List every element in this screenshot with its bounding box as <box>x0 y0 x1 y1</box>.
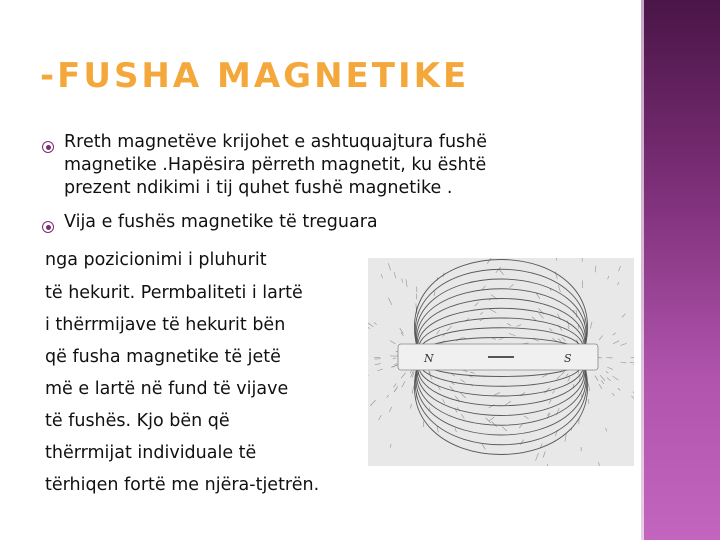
continuation-line-5: më e lartë në fund të vijave <box>45 379 289 399</box>
bullet-1-line-3: prezent ndikimi i tij quhet fushë magnetike . <box>64 178 453 198</box>
side-bar-stripe <box>641 0 644 540</box>
continuation-line-4: që fusha magnetike të jetë <box>45 347 281 367</box>
bullet-1-line-2: magnetike .Hapësira përreth magnetit, ku është <box>64 155 487 175</box>
continuation-line-1: nga pozicionimi i pluhurit <box>45 250 267 270</box>
continuation-line-7: thërrmijat individuale të <box>45 443 257 463</box>
iron-filings-magnet-photo <box>368 258 634 466</box>
slide-title: -FUSHA MAGNETIKE <box>40 56 470 96</box>
decorative-side-bar <box>641 0 720 540</box>
continuation-line-6: të fushës. Kjo bën që <box>45 411 230 431</box>
continuation-line-3: i thërrmijave të hekurit bën <box>45 315 286 335</box>
bullet-marker <box>42 221 54 233</box>
bullet-marker <box>42 141 54 153</box>
pole-s-label: S <box>564 352 572 365</box>
pole-n-label: N <box>424 352 434 365</box>
magnetic-field-illustration <box>368 258 634 466</box>
bullet-1-line-1: Rreth magnetëve krijohet e ashtuquajtura fushë <box>64 132 488 152</box>
bullet-2-line: Vija e fushës magnetike të treguara <box>64 212 378 232</box>
continuation-line-2: të hekurit. Permbaliteti i lartë <box>45 283 303 303</box>
continuation-line-8: tërhiqen fortë me njëra-tjetrën. <box>45 475 320 495</box>
